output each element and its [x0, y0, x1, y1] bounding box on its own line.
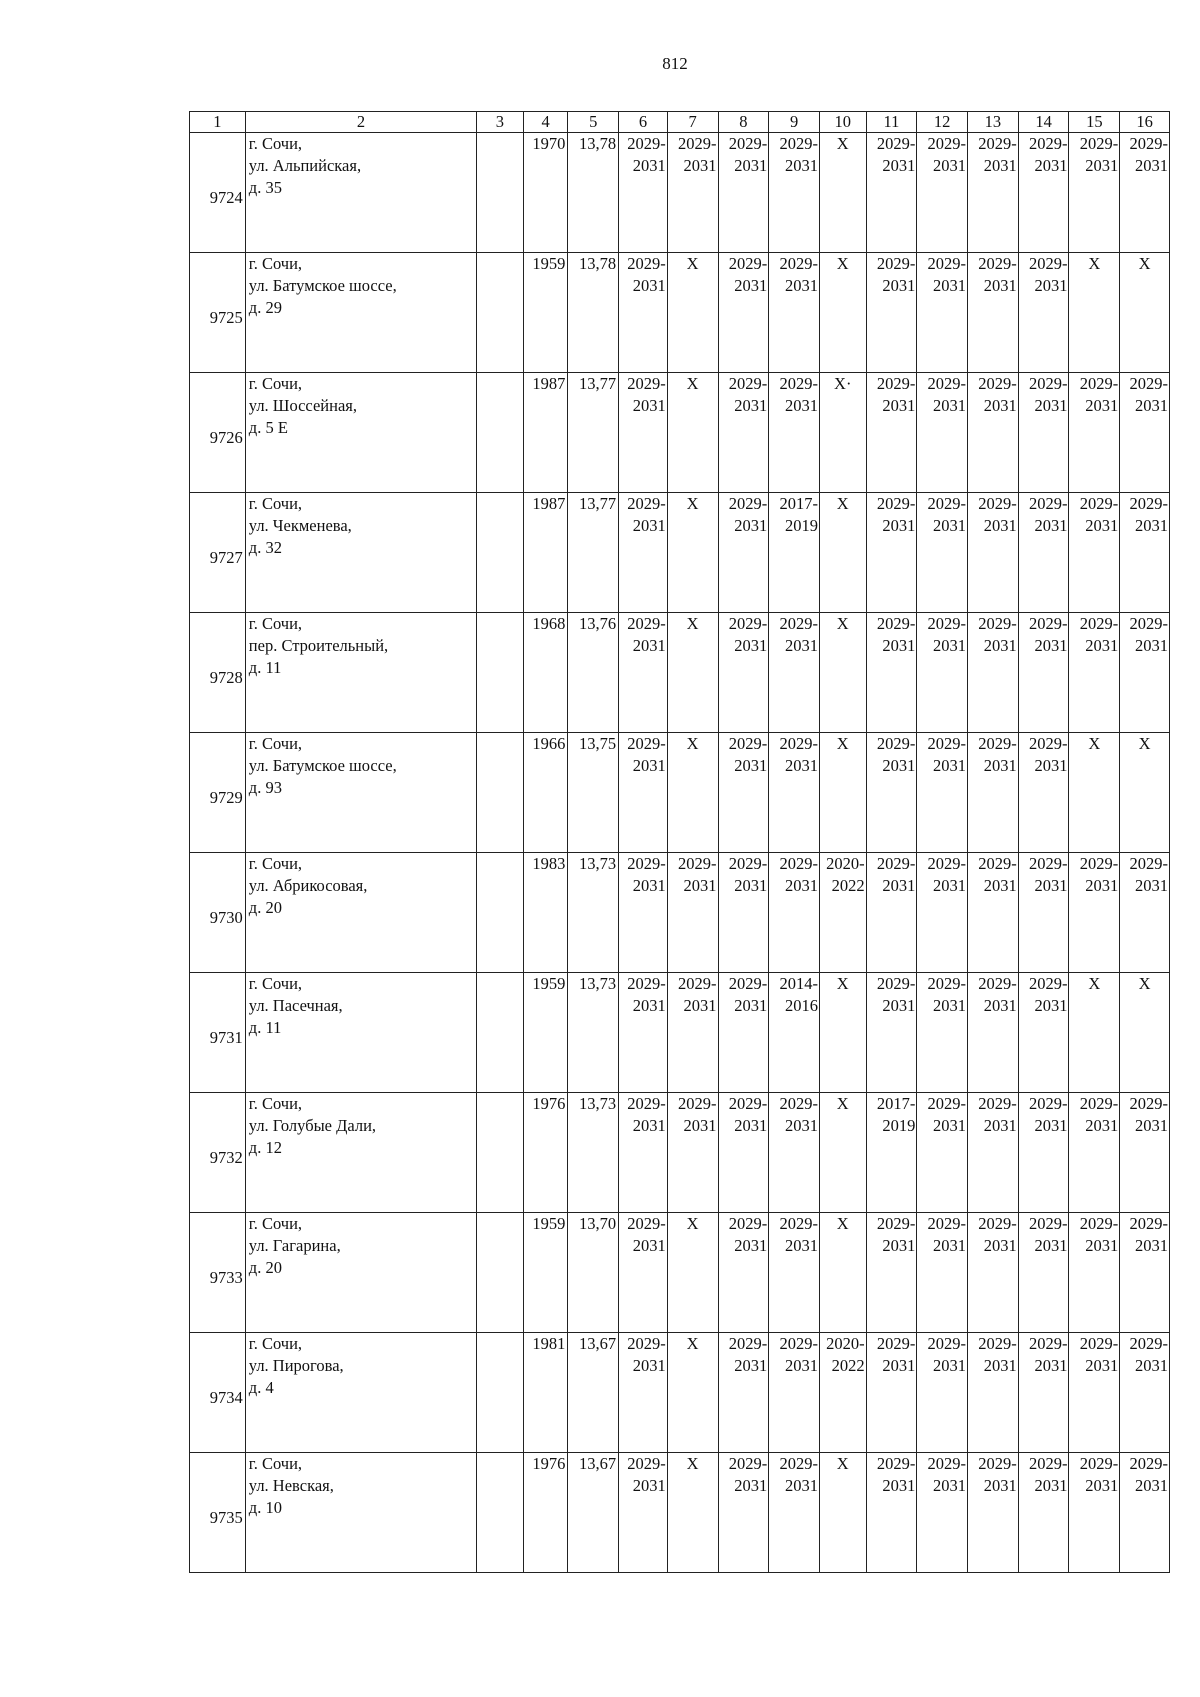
year-built-cell: 1976	[523, 1453, 568, 1573]
period-cell: 2029- 2031	[968, 1213, 1019, 1333]
period-cell: 2029- 2031	[769, 1333, 820, 1453]
address-line: д. 11	[248, 1018, 282, 1037]
address-cell	[245, 493, 476, 613]
period-cell: X	[819, 733, 866, 853]
period-cell: 2029- 2031	[1069, 1333, 1120, 1453]
period-cell: 2029- 2031	[619, 373, 668, 493]
year-built-cell: 1959	[523, 973, 568, 1093]
period-cell: 2029- 2031	[1018, 373, 1069, 493]
period-cell: 2029- 2031	[1018, 493, 1069, 613]
column-3-cell	[477, 253, 524, 373]
column-3-cell	[477, 1333, 524, 1453]
row-number: 9730	[190, 853, 246, 973]
period-cell: 2029- 2031	[866, 1453, 917, 1573]
address-cell	[245, 1333, 476, 1453]
year-built-cell: 1966	[523, 733, 568, 853]
period-cell: 2029- 2031	[769, 1453, 820, 1573]
period-cell: 2029- 2031	[1120, 853, 1170, 973]
period-cell: X	[667, 733, 718, 853]
table-body	[190, 133, 1170, 1573]
period-cell: 2029- 2031	[1120, 373, 1170, 493]
period-cell: X	[667, 1333, 718, 1453]
column-3-cell	[477, 733, 524, 853]
period-cell: 2029- 2031	[968, 613, 1019, 733]
period-cell: 2029- 2031	[718, 733, 769, 853]
period-cell: 2029- 2031	[769, 1093, 820, 1213]
period-cell: 2029- 2031	[718, 973, 769, 1093]
period-cell: 2029- 2031	[619, 973, 668, 1093]
period-cell: 2029- 2031	[1069, 1093, 1120, 1213]
row-number: 9724	[190, 133, 246, 253]
address-line: г. Сочи,	[248, 1334, 303, 1353]
address-line: д. 12	[248, 1138, 282, 1157]
address-cell	[245, 973, 476, 1093]
period-cell: 2029- 2031	[866, 1333, 917, 1453]
period-cell: 2029- 2031	[718, 133, 769, 253]
period-cell: 2029- 2031	[866, 133, 917, 253]
column-header: 8	[718, 112, 769, 133]
value-cell: 13,73	[568, 1093, 619, 1213]
address-line: г. Сочи,	[248, 974, 303, 993]
column-3-cell	[477, 493, 524, 613]
period-cell: 2029- 2031	[769, 253, 820, 373]
period-cell: 2029- 2031	[718, 253, 769, 373]
period-cell: 2029- 2031	[1069, 133, 1120, 253]
period-cell: 2029- 2031	[619, 253, 668, 373]
period-cell: X	[667, 373, 718, 493]
period-cell: 2029- 2031	[917, 493, 968, 613]
period-cell: 2029- 2031	[1120, 1093, 1170, 1213]
address-line: пер. Строительный,	[248, 636, 389, 655]
period-cell: 2029- 2031	[1069, 613, 1120, 733]
period-cell: 2029- 2031	[718, 373, 769, 493]
period-cell: X·	[819, 373, 866, 493]
row-number: 9732	[190, 1093, 246, 1213]
period-cell: X	[667, 253, 718, 373]
period-cell: 2029- 2031	[968, 973, 1019, 1093]
address-cell	[245, 1213, 476, 1333]
table-row	[190, 493, 1170, 613]
period-cell: 2029- 2031	[1018, 853, 1069, 973]
column-3-cell	[477, 1093, 524, 1213]
table-row	[190, 1453, 1170, 1573]
year-built-cell: 1968	[523, 613, 568, 733]
period-cell: 2029- 2031	[769, 853, 820, 973]
address-line: г. Сочи,	[248, 1454, 303, 1473]
period-cell: 2029- 2031	[917, 973, 968, 1093]
period-cell: 2029- 2031	[968, 1333, 1019, 1453]
table-row	[190, 853, 1170, 973]
column-3-cell	[477, 1213, 524, 1333]
period-cell: 2029- 2031	[619, 493, 668, 613]
period-cell: 2029- 2031	[1018, 1333, 1069, 1453]
table-row	[190, 973, 1170, 1093]
value-cell: 13,78	[568, 253, 619, 373]
row-number: 9726	[190, 373, 246, 493]
period-cell: 2029- 2031	[1120, 133, 1170, 253]
column-number-row	[190, 112, 1170, 133]
column-header: 7	[667, 112, 718, 133]
period-cell: X	[819, 133, 866, 253]
period-cell: 2029- 2031	[1018, 1093, 1069, 1213]
address-cell	[245, 253, 476, 373]
period-cell: 2029- 2031	[769, 373, 820, 493]
column-3-cell	[477, 133, 524, 253]
period-cell: X	[1120, 253, 1170, 373]
row-number: 9728	[190, 613, 246, 733]
period-cell: X	[819, 1093, 866, 1213]
column-header: 14	[1018, 112, 1069, 133]
address-cell	[245, 733, 476, 853]
column-header: 4	[523, 112, 568, 133]
address-cell	[245, 133, 476, 253]
period-cell: 2029- 2031	[968, 253, 1019, 373]
value-cell: 13,73	[568, 973, 619, 1093]
address-line: д. 29	[248, 298, 282, 317]
period-cell: 2029- 2031	[1069, 1213, 1120, 1333]
period-cell: 2029- 2031	[667, 1093, 718, 1213]
column-header: 9	[769, 112, 820, 133]
address-line: г. Сочи,	[248, 734, 303, 753]
address-line: ул. Голубые Дали,	[248, 1116, 377, 1135]
period-cell: 2029- 2031	[917, 1093, 968, 1213]
period-cell: X	[1069, 253, 1120, 373]
period-cell: 2029- 2031	[1120, 613, 1170, 733]
address-cell	[245, 1093, 476, 1213]
period-cell: X	[1069, 973, 1120, 1093]
table-row	[190, 1093, 1170, 1213]
period-cell: 2029- 2031	[917, 853, 968, 973]
column-header: 2	[245, 112, 476, 133]
period-cell: 2029- 2031	[718, 1213, 769, 1333]
period-cell: 2029- 2031	[718, 1333, 769, 1453]
address-line: д. 4	[248, 1378, 274, 1397]
period-cell: 2029- 2031	[917, 733, 968, 853]
column-header: 12	[917, 112, 968, 133]
table-row	[190, 253, 1170, 373]
period-cell: X	[667, 1453, 718, 1573]
period-cell: 2029- 2031	[917, 613, 968, 733]
period-cell: 2029- 2031	[866, 613, 917, 733]
period-cell: 2029- 2031	[917, 1453, 968, 1573]
period-cell: X	[667, 613, 718, 733]
period-cell: X	[1069, 733, 1120, 853]
period-cell: 2017- 2019	[866, 1093, 917, 1213]
period-cell: 2029- 2031	[1120, 1213, 1170, 1333]
period-cell: X	[819, 1213, 866, 1333]
period-cell: 2029- 2031	[619, 1453, 668, 1573]
value-cell: 13,77	[568, 493, 619, 613]
table-row	[190, 373, 1170, 493]
address-cell	[245, 853, 476, 973]
address-line: г. Сочи,	[248, 1214, 303, 1233]
period-cell: 2029- 2031	[718, 493, 769, 613]
column-3-cell	[477, 1453, 524, 1573]
period-cell: 2029- 2031	[619, 613, 668, 733]
period-cell: 2029- 2031	[1120, 1333, 1170, 1453]
period-cell: X	[819, 973, 866, 1093]
period-cell: X	[819, 613, 866, 733]
period-cell: 2029- 2031	[968, 733, 1019, 853]
period-cell: 2029- 2031	[1018, 613, 1069, 733]
period-cell: 2029- 2031	[866, 973, 917, 1093]
address-line: г. Сочи,	[248, 854, 303, 873]
period-cell: 2029- 2031	[866, 1213, 917, 1333]
period-cell: X	[1120, 973, 1170, 1093]
address-line: д. 20	[248, 1258, 282, 1277]
value-cell: 13,78	[568, 133, 619, 253]
year-built-cell: 1983	[523, 853, 568, 973]
period-cell: 2029- 2031	[1018, 1213, 1069, 1333]
period-cell: 2029- 2031	[619, 1093, 668, 1213]
period-cell: 2029- 2031	[917, 1213, 968, 1333]
address-line: г. Сочи,	[248, 374, 303, 393]
period-cell: 2020- 2022	[819, 1333, 866, 1453]
period-cell: 2029- 2031	[769, 733, 820, 853]
address-line: ул. Невская,	[248, 1476, 334, 1495]
table-row	[190, 1213, 1170, 1333]
period-cell: 2029- 2031	[718, 853, 769, 973]
column-header: 1	[190, 112, 246, 133]
address-line: г. Сочи,	[248, 1094, 303, 1113]
period-cell: 2029- 2031	[1069, 853, 1120, 973]
period-cell: 2029- 2031	[718, 1093, 769, 1213]
column-header: 3	[477, 112, 524, 133]
table-row	[190, 733, 1170, 853]
column-header: 10	[819, 112, 866, 133]
value-cell: 13,73	[568, 853, 619, 973]
period-cell: 2029- 2031	[917, 133, 968, 253]
period-cell: 2029- 2031	[968, 133, 1019, 253]
period-cell: 2029- 2031	[667, 973, 718, 1093]
address-line: ул. Пасечная,	[248, 996, 343, 1015]
address-cell	[245, 373, 476, 493]
period-cell: 2029- 2031	[1018, 1453, 1069, 1573]
period-cell: 2029- 2031	[866, 253, 917, 373]
column-header: 5	[568, 112, 619, 133]
period-cell: 2029- 2031	[866, 493, 917, 613]
year-built-cell: 1959	[523, 253, 568, 373]
row-number: 9727	[190, 493, 246, 613]
period-cell: 2029- 2031	[968, 373, 1019, 493]
period-cell: 2029- 2031	[917, 253, 968, 373]
address-cell	[245, 1453, 476, 1573]
period-cell: 2029- 2031	[866, 373, 917, 493]
value-cell: 13,67	[568, 1453, 619, 1573]
address-line: ул. Альпийская,	[248, 156, 362, 175]
period-cell: 2029- 2031	[968, 1453, 1019, 1573]
address-cell	[245, 613, 476, 733]
address-line: г. Сочи,	[248, 614, 303, 633]
period-cell: 2029- 2031	[718, 1453, 769, 1573]
value-cell: 13,76	[568, 613, 619, 733]
period-cell: 2029- 2031	[667, 133, 718, 253]
period-cell: 2029- 2031	[667, 853, 718, 973]
year-built-cell: 1970	[523, 133, 568, 253]
period-cell: X	[667, 1213, 718, 1333]
year-built-cell: 1987	[523, 373, 568, 493]
address-line: ул. Пирогова,	[248, 1356, 344, 1375]
address-line: д. 32	[248, 538, 282, 557]
table-row	[190, 133, 1170, 253]
column-header: 13	[968, 112, 1019, 133]
page-number: 812	[662, 54, 688, 73]
table-row	[190, 613, 1170, 733]
period-cell: 2029- 2031	[1069, 493, 1120, 613]
period-cell: 2029- 2031	[769, 613, 820, 733]
address-line: д. 93	[248, 778, 282, 797]
value-cell: 13,75	[568, 733, 619, 853]
period-cell: 2029- 2031	[1018, 733, 1069, 853]
period-cell: 2029- 2031	[619, 1333, 668, 1453]
period-cell: 2029- 2031	[1018, 253, 1069, 373]
period-cell: X	[1120, 733, 1170, 853]
period-cell: 2029- 2031	[769, 133, 820, 253]
value-cell: 13,67	[568, 1333, 619, 1453]
address-line: г. Сочи,	[248, 134, 303, 153]
period-cell: 2029- 2031	[619, 853, 668, 973]
address-line: г. Сочи,	[248, 494, 303, 513]
address-line: ул. Батумское шоссе,	[248, 756, 397, 775]
address-line: д. 35	[248, 178, 282, 197]
period-cell: 2029- 2031	[866, 853, 917, 973]
column-3-cell	[477, 613, 524, 733]
period-cell: 2029- 2031	[866, 733, 917, 853]
period-cell: 2029- 2031	[1120, 493, 1170, 613]
row-number: 9731	[190, 973, 246, 1093]
period-cell: 2029- 2031	[968, 853, 1019, 973]
year-built-cell: 1959	[523, 1213, 568, 1333]
address-line: ул. Батумское шоссе,	[248, 276, 397, 295]
period-cell: 2029- 2031	[1018, 973, 1069, 1093]
address-line: д. 10	[248, 1498, 282, 1517]
period-cell: 2029- 2031	[968, 493, 1019, 613]
row-number: 9733	[190, 1213, 246, 1333]
period-cell: 2029- 2031	[968, 1093, 1019, 1213]
period-cell: 2029- 2031	[718, 613, 769, 733]
row-number: 9725	[190, 253, 246, 373]
period-cell: 2020- 2022	[819, 853, 866, 973]
address-line: ул. Шоссейная,	[248, 396, 357, 415]
period-cell: 2029- 2031	[619, 1213, 668, 1333]
row-number: 9735	[190, 1453, 246, 1573]
address-line: ул. Чекменева,	[248, 516, 352, 535]
table-row	[190, 1333, 1170, 1453]
period-cell: X	[819, 253, 866, 373]
period-cell: X	[667, 493, 718, 613]
value-cell: 13,77	[568, 373, 619, 493]
year-built-cell: 1981	[523, 1333, 568, 1453]
column-3-cell	[477, 373, 524, 493]
period-cell: 2014- 2016	[769, 973, 820, 1093]
registry-table	[189, 111, 1170, 1573]
column-header: 15	[1069, 112, 1120, 133]
period-cell: 2029- 2031	[1120, 1453, 1170, 1573]
period-cell: 2029- 2031	[917, 373, 968, 493]
period-cell: 2029- 2031	[1069, 1453, 1120, 1573]
address-line: г. Сочи,	[248, 254, 303, 273]
period-cell: 2017- 2019	[769, 493, 820, 613]
column-header: 6	[619, 112, 668, 133]
year-built-cell: 1976	[523, 1093, 568, 1213]
period-cell: 2029- 2031	[1069, 373, 1120, 493]
column-header: 11	[866, 112, 917, 133]
period-cell: 2029- 2031	[619, 133, 668, 253]
period-cell: 2029- 2031	[917, 1333, 968, 1453]
address-line: ул. Гагарина,	[248, 1236, 341, 1255]
address-line: д. 11	[248, 658, 282, 677]
address-line: д. 5 Е	[248, 418, 288, 437]
period-cell: X	[819, 1453, 866, 1573]
address-line: ул. Абрикосовая,	[248, 876, 368, 895]
address-line: д. 20	[248, 898, 282, 917]
period-cell: 2029- 2031	[769, 1213, 820, 1333]
column-3-cell	[477, 973, 524, 1093]
value-cell: 13,70	[568, 1213, 619, 1333]
row-number: 9734	[190, 1333, 246, 1453]
period-cell: 2029- 2031	[619, 733, 668, 853]
column-3-cell	[477, 853, 524, 973]
period-cell: 2029- 2031	[1018, 133, 1069, 253]
year-built-cell: 1987	[523, 493, 568, 613]
period-cell: X	[819, 493, 866, 613]
column-header: 16	[1120, 112, 1170, 133]
row-number: 9729	[190, 733, 246, 853]
